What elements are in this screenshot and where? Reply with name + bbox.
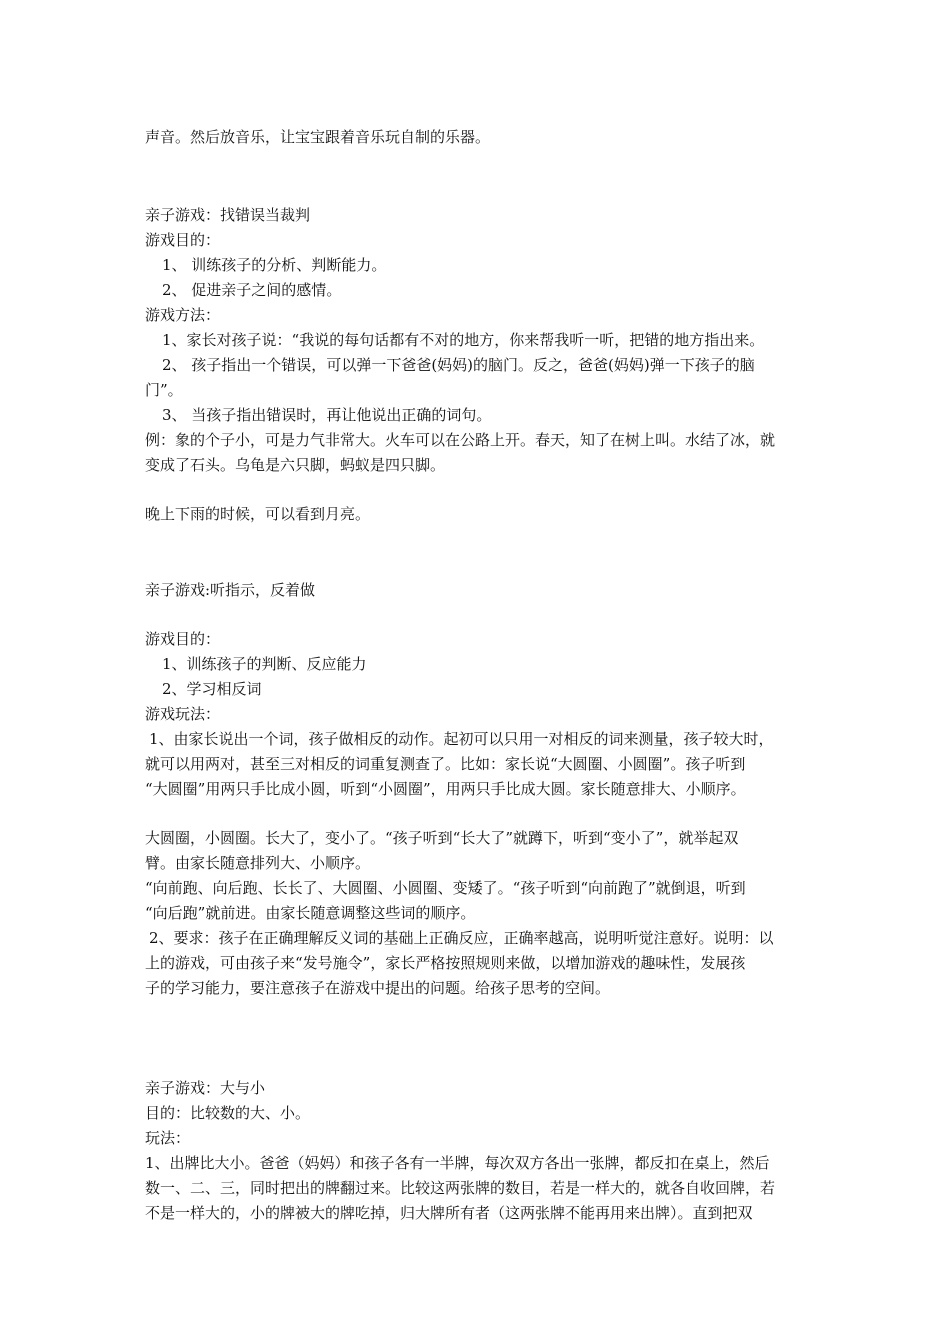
text-line: 游戏目的：	[145, 231, 221, 249]
list-item: 3、 当孩子指出错误时，再让他说出正确的词句。	[162, 406, 492, 424]
text-line: 臂。由家长随意排列大、小顺序。	[145, 854, 371, 872]
text-line: 目的：比较数的大、小。	[145, 1104, 311, 1122]
section-title: 亲子游戏：大与小	[145, 1079, 266, 1097]
text-line: “向后跑”就前进。由家长随意调整这些词的顺序。	[145, 904, 476, 922]
text-line: 游戏方法：	[145, 306, 221, 324]
text-line: “大圆圈”用两只手比成小圆，听到“小圆圈”，用两只手比成大圆。家长随意排大、小顺序。	[145, 780, 746, 798]
text-line: 1、出牌比大小。爸爸（妈妈）和孩子各有一半牌，每次双方各出一张牌，都反扣在桌上，然后	[145, 1154, 770, 1172]
section-title: 亲子游戏：找错误当裁判	[145, 206, 311, 224]
text-line: 大圆圈，小圆圈。长大了，变小了。“孩子听到“长大了”就蹲下，听到“变小了”，就举起双	[145, 829, 739, 847]
text-line: 不是一样大的，小的牌被大的牌吃掉，归大牌所有者（这两张牌不能再用来出牌）。直到把双	[145, 1204, 753, 1222]
text-line: 例：象的个子小，可是力气非常大。火车可以在公路上开。春天，知了在树上叫。水结了冰，就	[145, 431, 776, 449]
text-line: “向前跑、向后跑、长长了、大圆圈、小圆圈、变矮了。“孩子听到“向前跑了”就倒退，听到	[145, 879, 746, 897]
text-line: 晚上下雨的时候，可以看到月亮。	[145, 505, 371, 523]
section-title: 亲子游戏:听指示，反着做	[145, 581, 316, 599]
text-line: 变成了石头。乌龟是六只脚，蚂蚁是四只脚。	[145, 456, 446, 474]
text-line: 子的学习能力，要注意孩子在游戏中提出的问题。给孩子思考的空间。	[145, 979, 611, 997]
text-line: 游戏目的：	[145, 630, 221, 648]
list-item: 1、家长对孩子说：“我说的每句话都有不对的地方，你来帮我听一听，把错的地方指出来。	[162, 331, 765, 349]
text-line: 门”。	[145, 381, 183, 399]
text-line: 上的游戏，可由孩子来“发号施令”，家长严格按照规则来做，以增加游戏的趣味性，发展孩	[145, 954, 746, 972]
list-item: 2、 孩子指出一个错误，可以弹一下爸爸(妈妈)的脑门。反之，爸爸(妈妈)弹一下孩子的脑	[162, 356, 755, 374]
list-item: 1、训练孩子的判断、反应能力	[162, 655, 367, 673]
list-item: 2、 促进亲子之间的感情。	[162, 281, 342, 299]
list-item: 2、学习相反词	[162, 680, 262, 698]
text-line: 2、要求：孩子在正确理解反义词的基础上正确反应，正确率越高，说明听觉注意好。说明：以	[149, 929, 774, 947]
text-line: 游戏玩法：	[145, 705, 221, 723]
text-line: 数一、二、三，同时把出的牌翻过来。比较这两张牌的数目，若是一样大的，就各自收回牌，若	[145, 1179, 776, 1197]
text-line: 1、由家长说出一个词，孩子做相反的动作。起初可以只用一对相反的词来测量，孩子较大时，	[149, 730, 774, 748]
text-line: 声音。然后放音乐，让宝宝跟着音乐玩自制的乐器。	[145, 128, 491, 146]
text-line: 玩法：	[145, 1129, 191, 1147]
text-line: 就可以用两对，甚至三对相反的词重复测查了。比如：家长说“大圆圈、小圆圈”。孩子听到	[145, 755, 746, 773]
list-item: 1、 训练孩子的分析、判断能力。	[162, 256, 387, 274]
